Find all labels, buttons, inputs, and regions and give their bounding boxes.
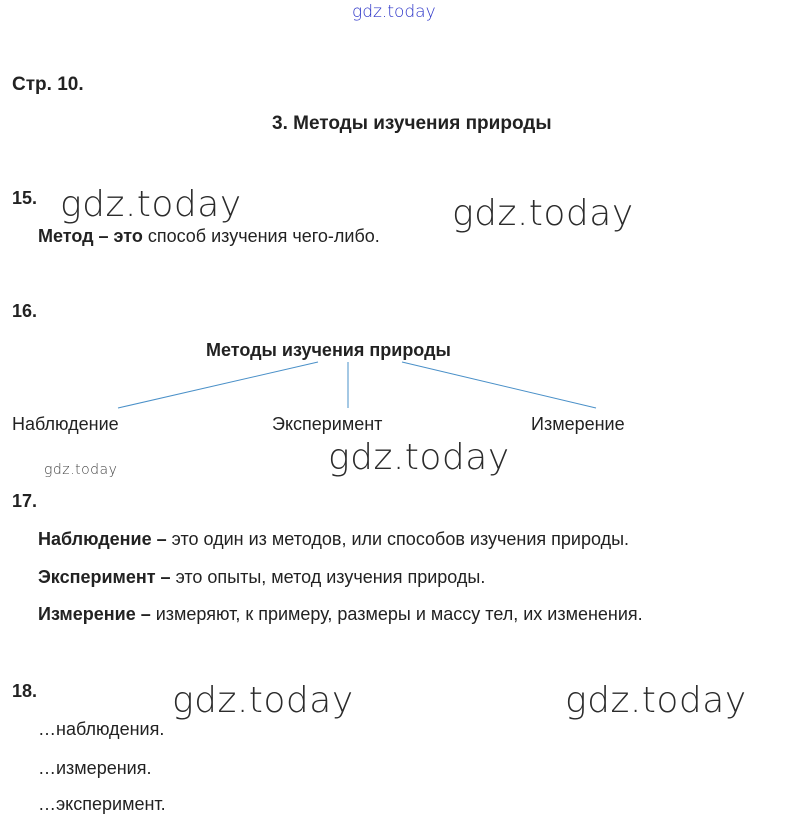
diagram-node-observation: Наблюдение <box>12 414 119 434</box>
diagram-node-measurement: Измерение <box>531 414 625 434</box>
diagram-title: Методы изучения природы <box>206 340 451 360</box>
watermark: gdz.today <box>60 184 242 225</box>
question-number-17: 17. <box>12 491 38 511</box>
definition-text: это опыты, метод изучения природы. <box>170 567 486 587</box>
definition-experiment <box>38 567 485 588</box>
watermark: gdz.today <box>565 680 747 721</box>
answer-item: …наблюдения. <box>38 719 165 739</box>
page-label: Стр. 10. <box>12 74 84 95</box>
definition-text: измеряют, к примеру, размеры и массу тел, их изменения. <box>150 604 643 624</box>
connector-observation <box>118 362 318 408</box>
diagram-node-experiment: Эксперимент <box>272 414 383 434</box>
watermark: gdz.today <box>452 193 634 234</box>
watermark: gdz.today <box>172 680 354 721</box>
watermark: gdz.today <box>328 437 510 478</box>
question-number-15: 15. <box>12 188 38 208</box>
definition-text: способ изучения чего-либо. <box>142 226 380 246</box>
definition-term: Эксперимент – <box>38 567 171 587</box>
question-number-16: 16. <box>12 301 38 321</box>
definition-term: Метод – это <box>38 226 143 246</box>
question-number-18: 18. <box>12 681 38 701</box>
definition-text: это один из методов, или способов изучения природы. <box>166 529 630 549</box>
definition-term: Наблюдение – <box>38 529 167 549</box>
answer-item: …эксперимент. <box>38 794 166 814</box>
definition-term: Измерение – <box>38 604 151 624</box>
definition-observation <box>38 529 629 550</box>
watermark-top: gdz.today <box>352 2 436 22</box>
section-title: 3. Методы изучения природы <box>272 113 552 134</box>
connector-measurement <box>402 362 596 408</box>
definition-measurement <box>38 604 643 625</box>
answer-item: …измерения. <box>38 758 152 778</box>
watermark-small: gdz.today <box>44 462 118 478</box>
